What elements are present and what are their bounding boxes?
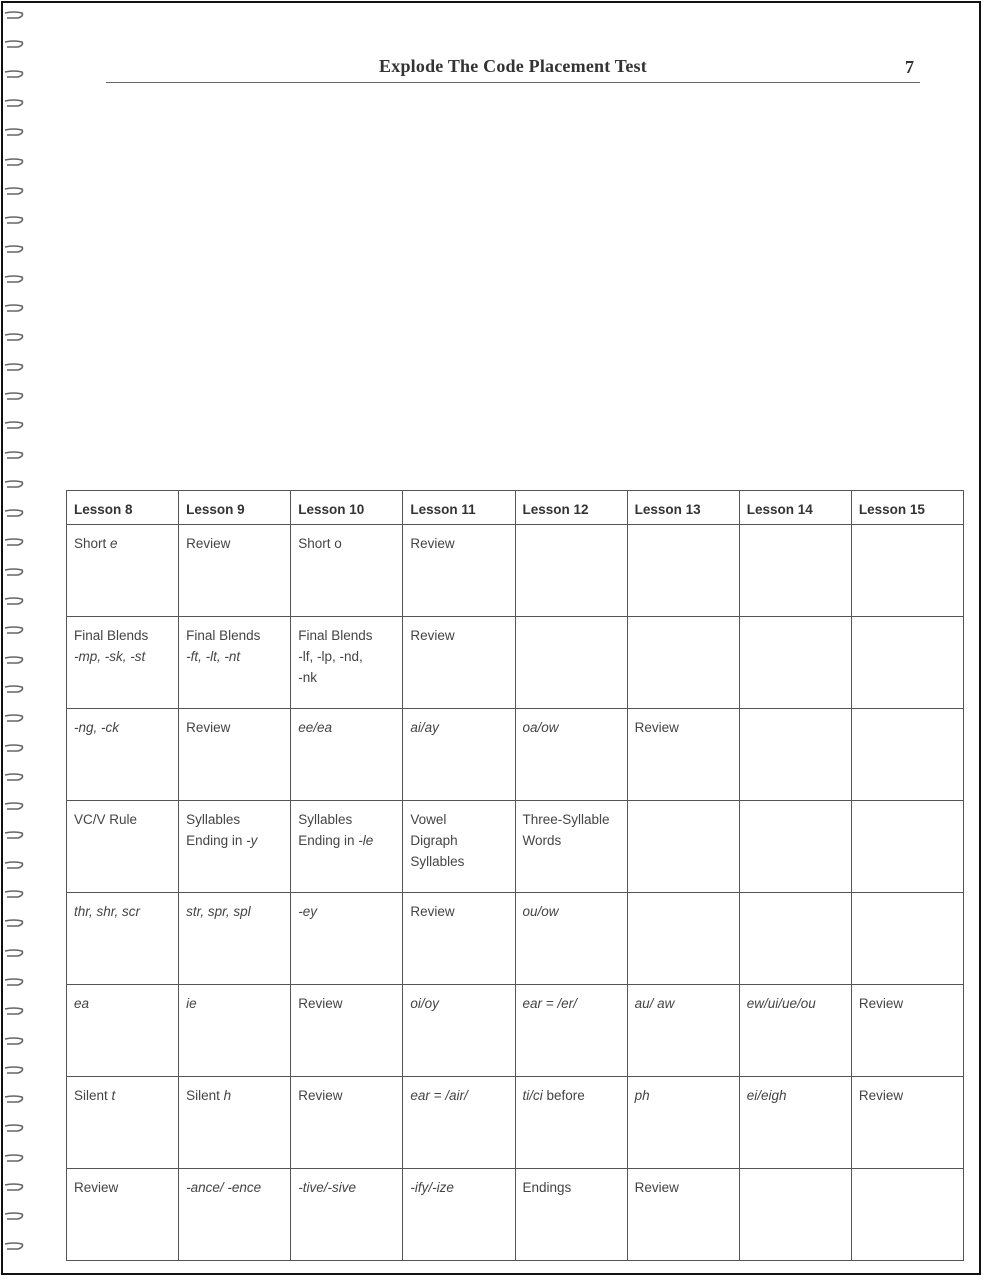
table-cell: -tive/-sive	[291, 1169, 403, 1261]
spiral-ring	[4, 127, 24, 137]
cell-text: -le	[358, 833, 374, 848]
table-cell: ai/ay	[403, 709, 515, 801]
table-row	[67, 801, 964, 893]
spiral-ring	[4, 1065, 24, 1075]
column-header: Lesson 10	[291, 491, 403, 525]
spiral-ring	[4, 1241, 24, 1251]
table-cell: Short o	[291, 525, 403, 617]
spiral-ring	[4, 420, 24, 430]
cell-text: Ending in	[186, 833, 247, 848]
table-cell: ear = /air/	[403, 1077, 515, 1169]
cell-text: Final Blends	[186, 628, 261, 643]
cell-text: Syllables	[410, 854, 465, 869]
table-row	[67, 709, 964, 801]
table-cell	[627, 801, 739, 893]
table-cell	[179, 1077, 291, 1169]
table-cell	[739, 801, 851, 893]
spiral-ring	[4, 10, 24, 20]
spiral-ring	[4, 215, 24, 225]
table-cell: oa/ow	[515, 709, 627, 801]
spiral-ring	[4, 1182, 24, 1192]
table-cell	[851, 893, 963, 985]
column-header: Lesson 9	[179, 491, 291, 525]
cell-text: -lf, -lp, -nd,	[298, 649, 363, 664]
table-cell	[739, 525, 851, 617]
table-row	[67, 1077, 964, 1169]
cell-text: h	[223, 1088, 232, 1103]
cell-text: -mp, -sk, -st	[74, 649, 146, 664]
table-cell: Endings	[515, 1169, 627, 1261]
table-header-row	[67, 491, 964, 525]
spiral-ring	[4, 743, 24, 753]
table-cell: Review	[179, 525, 291, 617]
spiral-ring	[4, 450, 24, 460]
cell-text: Syllables	[298, 812, 353, 827]
spiral-ring	[4, 567, 24, 577]
table-cell: Review	[403, 893, 515, 985]
table-cell	[851, 525, 963, 617]
page-title: Explode The Code Placement Test	[379, 56, 647, 76]
spiral-ring	[4, 1211, 24, 1221]
cell-text: e	[110, 536, 118, 551]
spiral-ring	[4, 1153, 24, 1163]
table-cell	[291, 801, 403, 893]
table-cell: Review	[291, 985, 403, 1077]
spiral-ring	[4, 625, 24, 635]
table-cell	[851, 1169, 963, 1261]
table-cell: ph	[627, 1077, 739, 1169]
table-cell: thr, shr, scr	[67, 893, 179, 985]
table-cell	[179, 617, 291, 709]
spiral-ring	[4, 713, 24, 723]
cell-text: Vowel	[410, 812, 447, 827]
column-header: Lesson 8	[67, 491, 179, 525]
table-cell	[179, 801, 291, 893]
table-cell	[291, 617, 403, 709]
table-cell	[403, 801, 515, 893]
spiral-ring	[4, 479, 24, 489]
spiral-ring	[4, 596, 24, 606]
spiral-ring	[4, 1006, 24, 1016]
table-cell	[739, 709, 851, 801]
cell-text: Final Blends	[298, 628, 373, 643]
table-cell	[739, 893, 851, 985]
spiral-ring	[4, 157, 24, 167]
cell-text: t	[111, 1088, 116, 1103]
spiral-ring	[4, 303, 24, 313]
spiral-ring	[4, 39, 24, 49]
table-cell: ie	[179, 985, 291, 1077]
spiral-ring	[4, 977, 24, 987]
spiral-ring	[4, 918, 24, 928]
cell-text: Ending in	[298, 833, 359, 848]
table-cell: ei/eigh	[739, 1077, 851, 1169]
spiral-ring	[4, 1036, 24, 1046]
table-cell: Review	[403, 617, 515, 709]
cell-text: ti/ci	[522, 1088, 543, 1103]
table-cell: Review	[403, 525, 515, 617]
table-cell	[515, 1077, 627, 1169]
table-cell	[627, 525, 739, 617]
column-header: Lesson 13	[627, 491, 739, 525]
cell-text: Three-Syllable	[522, 812, 610, 827]
table-cell: Review	[627, 709, 739, 801]
table-cell	[627, 617, 739, 709]
cell-text: Silent	[186, 1088, 224, 1103]
cell-text: Silent	[74, 1088, 112, 1103]
spiral-ring	[4, 948, 24, 958]
table-cell: au/ aw	[627, 985, 739, 1077]
spiral-ring	[4, 98, 24, 108]
table-cell: Review	[627, 1169, 739, 1261]
spiral-ring	[4, 332, 24, 342]
table-cell: ear = /er/	[515, 985, 627, 1077]
table-cell: -ey	[291, 893, 403, 985]
table-cell: str, spr, spl	[179, 893, 291, 985]
cell-text: -nk	[298, 670, 318, 685]
spiral-ring	[4, 1123, 24, 1133]
spiral-ring	[4, 362, 24, 372]
table-cell	[67, 525, 179, 617]
table-cell: -ance/ -ence	[179, 1169, 291, 1261]
table-cell: ew/ui/ue/ou	[739, 985, 851, 1077]
table-cell	[515, 801, 627, 893]
table-row	[67, 985, 964, 1077]
table-cell	[627, 893, 739, 985]
page-header	[106, 54, 920, 83]
spiral-ring	[4, 274, 24, 284]
cell-text: Final Blends	[74, 628, 149, 643]
cell-text: Syllables	[186, 812, 241, 827]
table-cell	[739, 617, 851, 709]
spiral-ring	[4, 860, 24, 870]
table-cell	[515, 525, 627, 617]
table-cell: Review	[67, 1169, 179, 1261]
table-cell	[67, 617, 179, 709]
column-header: Lesson 12	[515, 491, 627, 525]
cell-text: Words	[522, 833, 562, 848]
spiral-ring	[4, 508, 24, 518]
spiral-ring	[4, 801, 24, 811]
table-cell: oi/oy	[403, 985, 515, 1077]
table-cell: Review	[851, 1077, 963, 1169]
spiral-ring	[4, 537, 24, 547]
spiral-ring	[4, 244, 24, 254]
spiral-ring	[4, 69, 24, 79]
table-row	[67, 617, 964, 709]
table-cell	[515, 617, 627, 709]
table-cell: Review	[291, 1077, 403, 1169]
spiral-ring	[4, 186, 24, 196]
cell-text: Digraph	[410, 833, 458, 848]
lesson-table	[66, 490, 964, 1261]
table-row	[67, 525, 964, 617]
table-cell	[851, 709, 963, 801]
table-cell: VC/V Rule	[67, 801, 179, 893]
column-header: Lesson 11	[403, 491, 515, 525]
spiral-ring	[4, 772, 24, 782]
cell-text: -ft, -lt, -nt	[186, 649, 241, 664]
spiral-ring	[4, 1094, 24, 1104]
table-cell: -ng, -ck	[67, 709, 179, 801]
table-cell: ea	[67, 985, 179, 1077]
cell-text: -y	[246, 833, 258, 848]
spiral-ring	[4, 684, 24, 694]
cell-text: before	[542, 1088, 585, 1103]
table-cell	[67, 1077, 179, 1169]
table-cell: ee/ea	[291, 709, 403, 801]
table-cell	[851, 801, 963, 893]
table-cell: Review	[851, 985, 963, 1077]
column-header: Lesson 14	[739, 491, 851, 525]
table-cell: Review	[179, 709, 291, 801]
table-cell	[851, 617, 963, 709]
table-cell: -ify/-ize	[403, 1169, 515, 1261]
table-cell	[739, 1169, 851, 1261]
spiral-ring	[4, 889, 24, 899]
table-row	[67, 1169, 964, 1261]
column-header: Lesson 15	[851, 491, 963, 525]
spiral-ring	[4, 391, 24, 401]
spiral-ring	[4, 830, 24, 840]
page-number: 7	[905, 57, 914, 77]
spiral-binding	[0, 10, 28, 1270]
table-row	[67, 893, 964, 985]
table-cell: ou/ow	[515, 893, 627, 985]
spiral-ring	[4, 655, 24, 665]
cell-text: Short	[74, 536, 111, 551]
